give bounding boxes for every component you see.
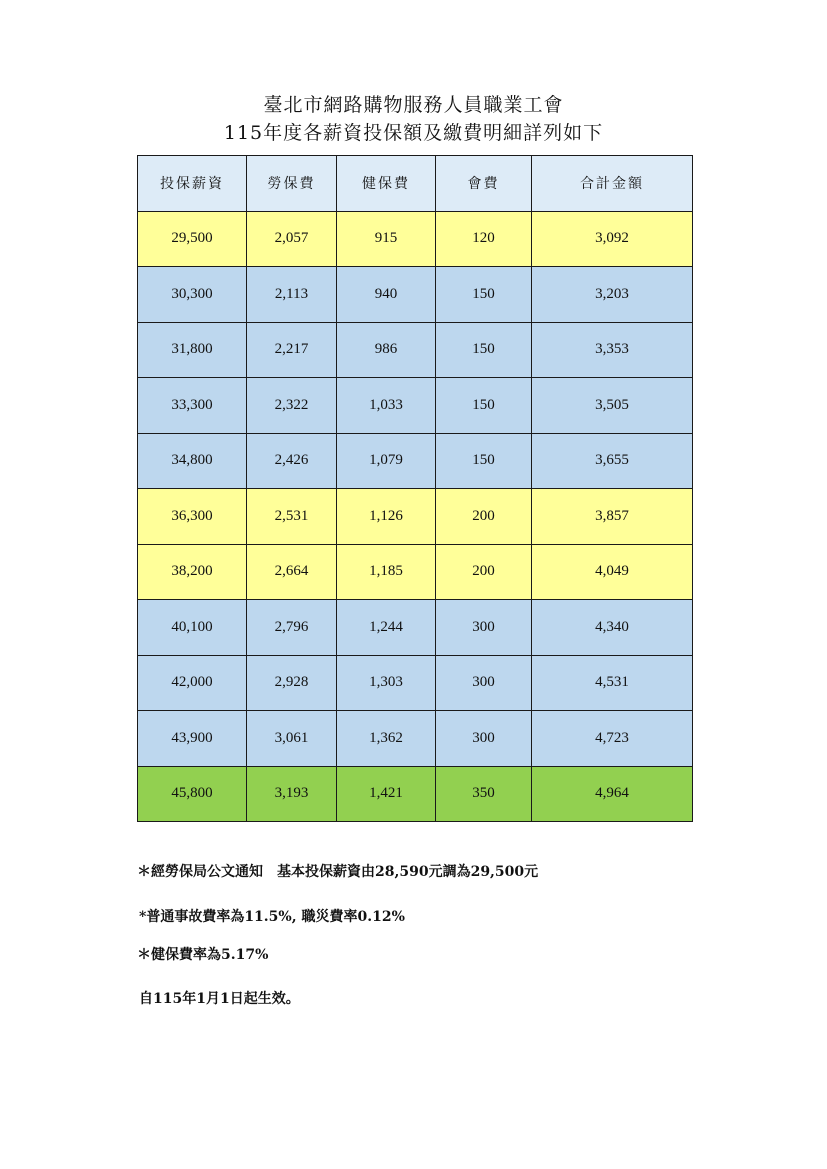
- table-row: [138, 655, 693, 711]
- table-row: [138, 322, 693, 378]
- cell-insured-salary: 43,900: [138, 711, 247, 767]
- fee-table: [137, 155, 693, 822]
- table-row: [138, 544, 693, 600]
- header-health-insurance: 健保費: [337, 156, 436, 212]
- cell-insured-salary: 30,300: [138, 267, 247, 323]
- cell-labor-insurance: 2,531: [247, 489, 337, 545]
- cell-health-insurance: 986: [337, 322, 436, 378]
- cell-insured-salary: 31,800: [138, 322, 247, 378]
- cell-total-amount: 3,203: [532, 267, 693, 323]
- cell-membership-fee: 150: [436, 322, 532, 378]
- cell-membership-fee: 200: [436, 489, 532, 545]
- table-row: [138, 378, 693, 434]
- table-row: [138, 489, 693, 545]
- cell-total-amount: 4,964: [532, 766, 693, 822]
- cell-labor-insurance: 2,217: [247, 322, 337, 378]
- table-header-row: [138, 156, 693, 212]
- cell-membership-fee: 200: [436, 544, 532, 600]
- cell-labor-insurance: 3,061: [247, 711, 337, 767]
- table-row: [138, 600, 693, 656]
- note-labor-rates: *普通事故費率為11.5%, 職災費率0.12%: [139, 909, 405, 925]
- table-row: [138, 433, 693, 489]
- document-subtitle: 115年度各薪資投保額及繳費明細詳列如下: [223, 122, 604, 144]
- cell-total-amount: 3,505: [532, 378, 693, 434]
- cell-membership-fee: 300: [436, 600, 532, 656]
- cell-labor-insurance: 2,796: [247, 600, 337, 656]
- cell-membership-fee: 300: [436, 711, 532, 767]
- note-health-rate: ＊健保費率為5.17%: [137, 947, 269, 963]
- table-body: [138, 211, 693, 822]
- cell-total-amount: 3,353: [532, 322, 693, 378]
- cell-total-amount: 4,723: [532, 711, 693, 767]
- cell-total-amount: 3,092: [532, 211, 693, 267]
- header-insured-salary: 投保薪資: [138, 156, 247, 212]
- header-labor-insurance: 勞保費: [247, 156, 337, 212]
- cell-labor-insurance: 2,057: [247, 211, 337, 267]
- cell-labor-insurance: 2,928: [247, 655, 337, 711]
- cell-insured-salary: 34,800: [138, 433, 247, 489]
- cell-total-amount: 4,340: [532, 600, 693, 656]
- cell-membership-fee: 300: [436, 655, 532, 711]
- cell-insured-salary: 45,800: [138, 766, 247, 822]
- cell-health-insurance: 1,421: [337, 766, 436, 822]
- cell-insured-salary: 38,200: [138, 544, 247, 600]
- cell-health-insurance: 915: [337, 211, 436, 267]
- cell-health-insurance: 1,033: [337, 378, 436, 434]
- cell-membership-fee: 150: [436, 433, 532, 489]
- cell-health-insurance: 1,244: [337, 600, 436, 656]
- cell-total-amount: 4,531: [532, 655, 693, 711]
- table-row: [138, 766, 693, 822]
- note-base-salary: ＊經勞保局公文通知 基本投保薪資由28,590元調為29,500元: [137, 864, 539, 880]
- cell-total-amount: 3,655: [532, 433, 693, 489]
- cell-health-insurance: 1,079: [337, 433, 436, 489]
- cell-total-amount: 3,857: [532, 489, 693, 545]
- table-row: [138, 211, 693, 267]
- cell-insured-salary: 40,100: [138, 600, 247, 656]
- cell-health-insurance: 1,126: [337, 489, 436, 545]
- table-row: [138, 711, 693, 767]
- cell-labor-insurance: 3,193: [247, 766, 337, 822]
- cell-insured-salary: 42,000: [138, 655, 247, 711]
- header-membership-fee: 會費: [436, 156, 532, 212]
- document-title: 臺北市網路購物服務人員職業工會: [263, 94, 564, 116]
- cell-health-insurance: 1,362: [337, 711, 436, 767]
- cell-insured-salary: 29,500: [138, 211, 247, 267]
- cell-labor-insurance: 2,322: [247, 378, 337, 434]
- cell-membership-fee: 150: [436, 378, 532, 434]
- cell-health-insurance: 940: [337, 267, 436, 323]
- cell-labor-insurance: 2,664: [247, 544, 337, 600]
- cell-insured-salary: 33,300: [138, 378, 247, 434]
- cell-insured-salary: 36,300: [138, 489, 247, 545]
- cell-total-amount: 4,049: [532, 544, 693, 600]
- cell-health-insurance: 1,185: [337, 544, 436, 600]
- cell-health-insurance: 1,303: [337, 655, 436, 711]
- cell-labor-insurance: 2,113: [247, 267, 337, 323]
- header-total-amount: 合計金額: [532, 156, 693, 212]
- cell-membership-fee: 350: [436, 766, 532, 822]
- cell-membership-fee: 150: [436, 267, 532, 323]
- cell-membership-fee: 120: [436, 211, 532, 267]
- table-row: [138, 267, 693, 323]
- note-effective-date: 自115年1月1日起生效。: [139, 991, 300, 1007]
- cell-labor-insurance: 2,426: [247, 433, 337, 489]
